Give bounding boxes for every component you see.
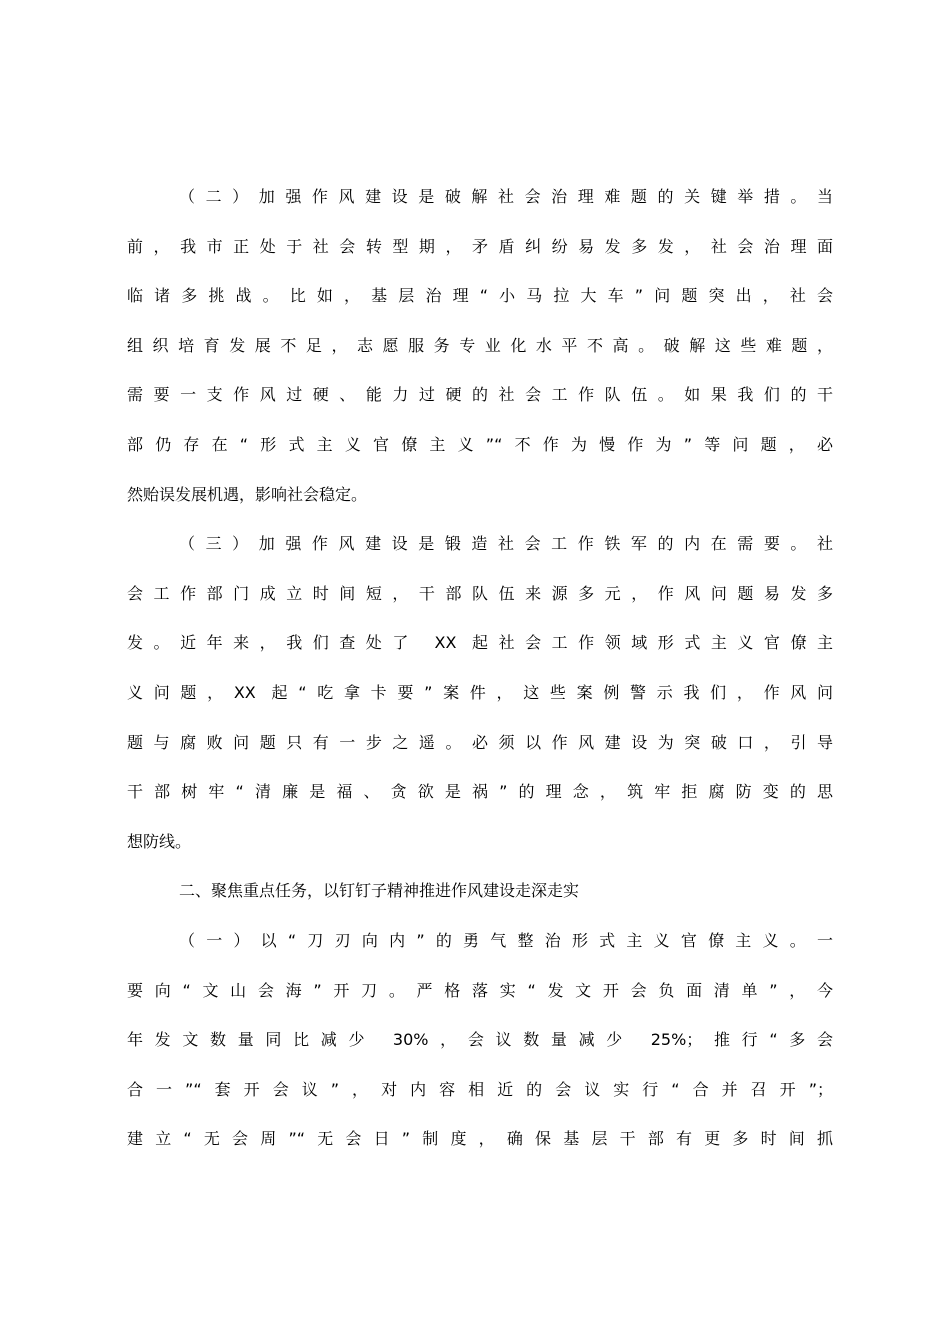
document-body: [127, 184, 833, 1176]
text-line: 干部树牢“清廉是福、贪欲是祸”的理念，筑牢拒腐防变的思: [127, 782, 833, 802]
section-heading-2: [127, 878, 833, 928]
text-line: 临诸多挑战。比如，基层治理“小马拉大车”问题突出，社会: [127, 286, 833, 306]
text-line: （一）以“刀刃向内”的勇气整治形式主义官僚主义。一: [179, 930, 833, 950]
text-line: （三）加强作风建设是锻造社会工作铁军的内在需要。社: [179, 534, 833, 554]
text-line: 建立“无会周”“无会日”制度，确保基层干部有更多时间抓: [127, 1129, 833, 1149]
text-line: 年发文数量同比减少 30%，会议数量减少 25%；推行“多会: [127, 1030, 833, 1050]
text-line: 发。近年来，我们查处了 XX 起社会工作领域形式主义官僚主: [127, 633, 833, 653]
text-line: 题与腐败问题只有一步之遥。必须以作风建设为突破口，引导: [127, 732, 833, 752]
text-line: 义问题，XX 起“吃拿卡要”案件，这些案例警示我们，作风问: [127, 682, 833, 702]
paragraph-2-3: [127, 531, 833, 878]
text-line: 需要一支作风过硬、能力过硬的社会工作队伍。如果我们的干: [127, 385, 833, 405]
text-line: 想防线。: [127, 831, 192, 851]
text-line: 合一”“套开会议”，对内容相近的会议实行“合并召开”；: [127, 1079, 833, 1099]
text-line: 组织培育发展不足，志愿服务专业化水平不高。破解这些难题，: [127, 335, 833, 355]
text-line: 会工作部门成立时间短，干部队伍来源多元，作风问题易发多: [127, 583, 833, 603]
text-line: 然贻误发展机遇，影响社会稳定。: [127, 484, 368, 504]
paragraph-3-1: [127, 928, 833, 1176]
text-line: 部仍存在“形式主义官僚主义”“不作为慢作为”等问题，必: [127, 434, 833, 454]
text-line: （二）加强作风建设是破解社会治理难题的关键举措。当: [179, 187, 833, 206]
section-heading-text: 二、聚焦重点任务，以钉钉子精神推进作风建设走深走实: [179, 881, 580, 901]
paragraph-2-2: [127, 184, 833, 531]
text-line: 前，我市正处于社会转型期，矛盾纠纷易发多发，社会治理面: [127, 236, 833, 256]
text-line: 要向“文山会海”开刀。严格落实“发文开会负面清单”，今: [127, 980, 833, 1000]
